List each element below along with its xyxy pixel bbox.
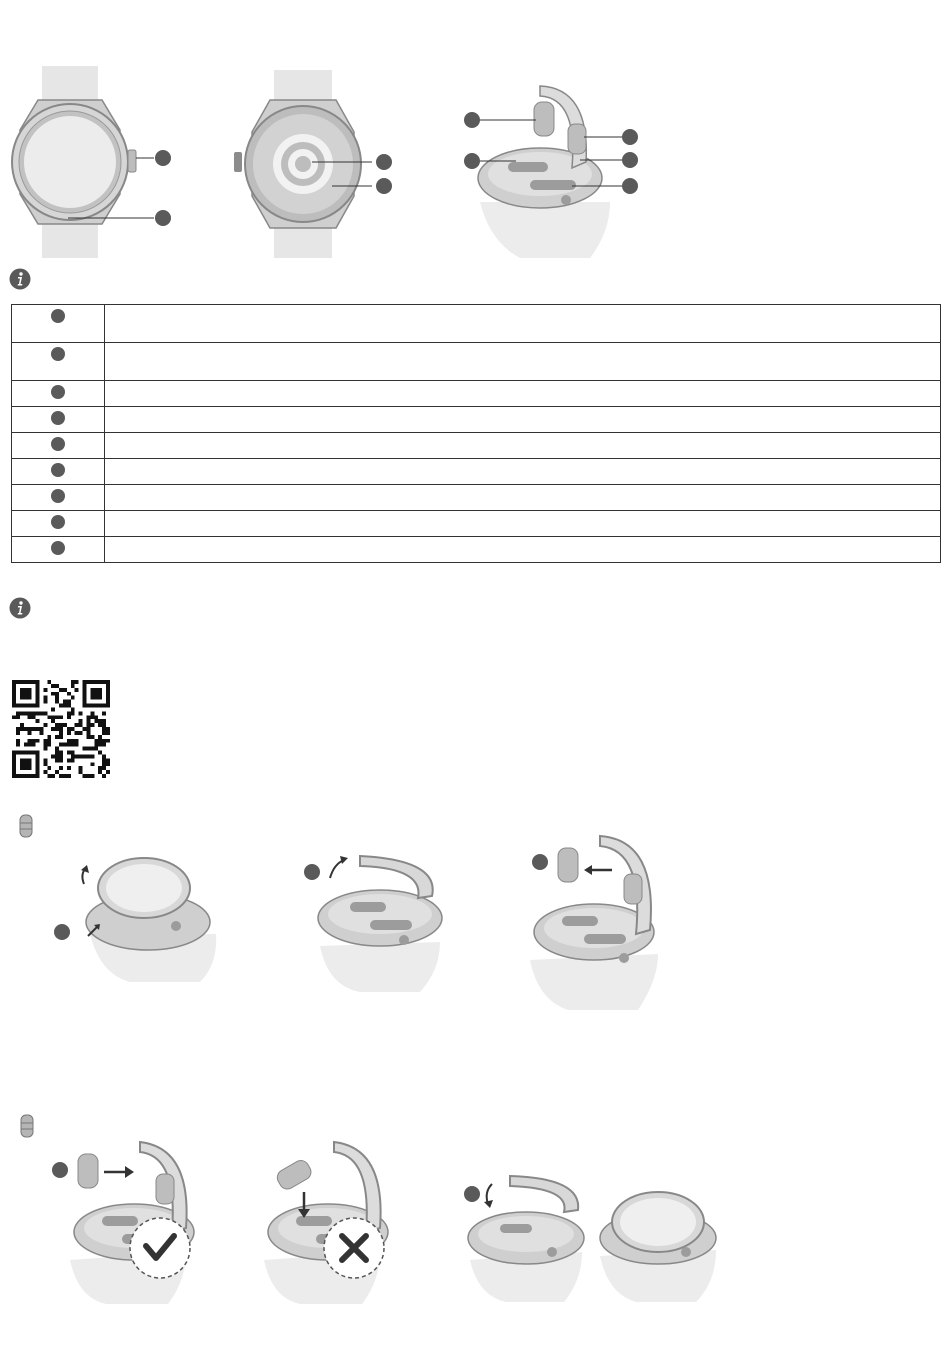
earbud-in (156, 1174, 174, 1204)
row-number-dot (51, 541, 65, 555)
info-icon (9, 597, 31, 619)
row-number-dot (51, 515, 65, 529)
row-number-dot (51, 347, 65, 361)
sensor-center (295, 156, 311, 172)
step-take-earbud-figure (528, 830, 678, 1010)
watch-crown (128, 150, 136, 172)
callout-dot (622, 178, 638, 194)
table-row (12, 407, 941, 433)
earbud-left (534, 102, 554, 136)
watch-back-figure (232, 70, 402, 258)
callout-dot (304, 864, 320, 880)
watch-front-figure (8, 66, 188, 258)
row-number-dot (51, 309, 65, 323)
step-close-lid-figure (460, 1170, 590, 1302)
callout-dot (532, 854, 548, 870)
row-description (105, 511, 941, 537)
earbud-out (558, 848, 578, 882)
row-description (105, 381, 941, 407)
charging-slot-2 (530, 180, 576, 190)
watch-closed-figure (598, 1186, 722, 1302)
table-row (12, 305, 941, 343)
callout-dot (155, 150, 171, 166)
earbud-in (624, 874, 642, 904)
strap-top (42, 66, 98, 102)
earbud-tilted (274, 1158, 313, 1192)
strap-top (274, 70, 332, 104)
table-row (12, 511, 941, 537)
watch-crown (234, 152, 242, 172)
table-row (12, 343, 941, 381)
callout-dot (622, 129, 638, 145)
table-row (12, 537, 941, 563)
table-row (12, 433, 941, 459)
watch-screen (24, 116, 116, 208)
callout-dot (622, 152, 638, 168)
table-row (12, 459, 941, 485)
callout-dot (464, 153, 480, 169)
check-badge (130, 1218, 190, 1278)
step-lid-open-figure (300, 846, 460, 992)
row-number-dot (51, 463, 65, 477)
earbud-right (568, 124, 586, 154)
callout-dot (376, 178, 392, 194)
qr-code (12, 680, 110, 778)
strap-bottom (274, 224, 332, 258)
strap (480, 202, 610, 258)
charging-slot (508, 162, 548, 172)
table-row (12, 381, 941, 407)
row-description (105, 485, 941, 511)
callout-dot (52, 1162, 68, 1178)
step-press-open-figure (50, 854, 220, 982)
step-insert-correct-figure (48, 1140, 198, 1304)
earbud-out (78, 1154, 98, 1188)
row-description (105, 407, 941, 433)
row-description (105, 305, 941, 343)
callout-dot (464, 1186, 480, 1202)
watch-crown (561, 195, 571, 205)
callout-dot (54, 924, 70, 940)
row-number-dot (51, 437, 65, 451)
row-number-dot (51, 385, 65, 399)
info-icon (9, 268, 31, 290)
row-description (105, 433, 941, 459)
callout-dot (155, 210, 171, 226)
watch-open-figure (460, 82, 650, 258)
table-row (12, 485, 941, 511)
row-number-dot (51, 411, 65, 425)
row-description (105, 537, 941, 563)
callout-dot (464, 112, 480, 128)
earbud-icon (19, 814, 33, 838)
row-description (105, 343, 941, 381)
parts-table (11, 304, 941, 563)
callout-dot (376, 154, 392, 170)
step-insert-wrong-figure (262, 1140, 412, 1304)
row-description (105, 459, 941, 485)
earbud-icon (20, 1114, 34, 1138)
row-number-dot (51, 489, 65, 503)
strap-bottom (42, 222, 98, 258)
